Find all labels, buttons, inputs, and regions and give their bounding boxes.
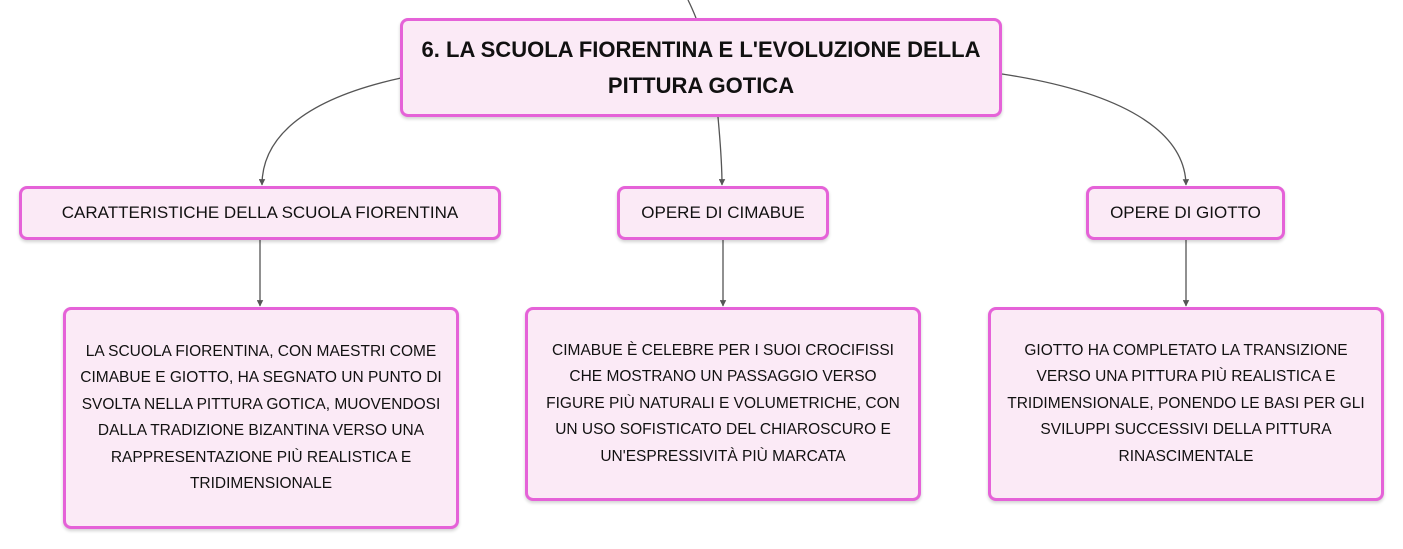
connector-parent-to-root: [688, 0, 696, 18]
connector-root-to-topic-2: [718, 117, 722, 185]
root-node[interactable]: [400, 18, 1002, 117]
detail-node-opere-cimabue[interactable]: [525, 307, 921, 501]
topic-node-opere-cimabue[interactable]: [617, 186, 829, 240]
connector-root-to-topic-3: [1002, 74, 1186, 185]
detail-node-text: GIOTTO HA COMPLETATO LA TRANSIZIONE VERSO UNA PITTURA PIÙ REALISTICA E TRIDIMENSIONALE, PONENDO LE BASI PER GLI SVILUPPI SUCCESSIVI DELLA PITTURA RINASCIMENTALE: [1007, 341, 1365, 465]
detail-node-opere-giotto[interactable]: [988, 307, 1384, 501]
root-node-label: 6. LA SCUOLA FIORENTINA E L'EVOLUZIONE DELLA PITTURA GOTICA: [421, 36, 981, 98]
topic-node-opere-giotto[interactable]: [1086, 186, 1285, 240]
detail-node-text: CIMABUE È CELEBRE PER I SUOI CROCIFISSI CHE MOSTRANO UN PASSAGGIO VERSO FIGURE PIÙ NATURALI E VOLUMETRICHE, CON UN USO SOFISTICATO DEL CHIAROSCURO E UN'ESPRESSIVITÀ PIÙ MARCATA: [546, 341, 900, 465]
connector-root-to-topic-1: [262, 78, 401, 185]
topic-node-caratteristiche[interactable]: [19, 186, 501, 240]
topic-node-label: CARATTERISTICHE DELLA SCUOLA FIORENTINA: [61, 203, 459, 222]
detail-node-caratteristiche[interactable]: [63, 307, 459, 529]
detail-node-text: LA SCUOLA FIORENTINA, CON MAESTRI COME CIMABUE E GIOTTO, HA SEGNATO UN PUNTO DI SVOLTA NELLA PITTURA GOTICA, MUOVENDOSI DALLA TRADIZIONE BIZANTINA VERSO UNA RAPPRESENTAZIONE PIÙ REALISTICA E TRIDIMENSIONALE: [80, 342, 442, 492]
topic-node-label: OPERE DI CIMABUE: [641, 203, 805, 222]
topic-node-label: OPERE DI GIOTTO: [1110, 203, 1261, 222]
